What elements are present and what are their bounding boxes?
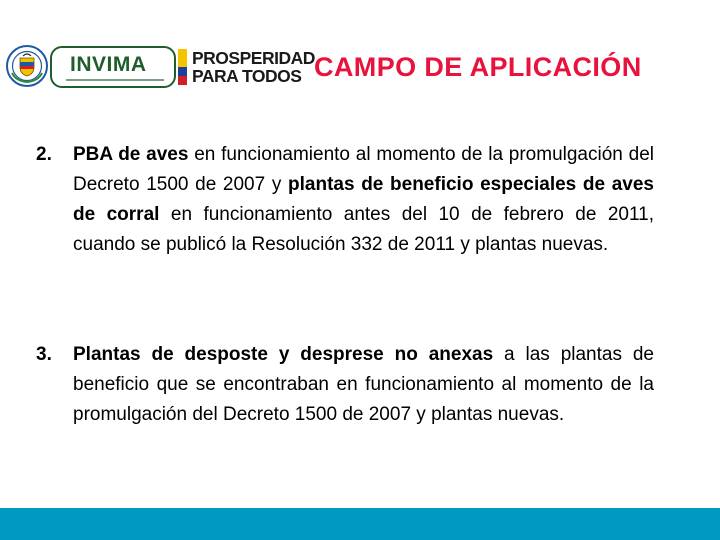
colombia-flag-icon	[178, 49, 187, 85]
list-item-number: 2.	[36, 144, 52, 165]
list-item-text-bold: PBA de aves	[73, 144, 189, 165]
list-item-text	[73, 140, 654, 260]
prosperidad-logo-line1: PROSPERIDAD	[192, 48, 315, 68]
invima-logo-text: INVIMA	[70, 53, 147, 76]
list-item-text	[73, 340, 654, 430]
list-item-text-plain: en funcionamiento al momento de la promulgación del Decreto 1500 de 2007 y	[73, 144, 654, 195]
list-item-text-bold: Plantas de desposte y desprese no anexas	[73, 344, 494, 365]
list-item-text-bold: plantas de beneficio especiales de aves de corral	[73, 174, 654, 225]
invima-logo-subtitle-line	[66, 79, 164, 81]
colombia-seal-icon	[6, 45, 48, 87]
list-item-number: 3.	[36, 344, 52, 365]
list-item-text-plain: a las plantas de beneficio que se encontraban en funcionamiento al momento de la promulgación del Decreto 1500 de 2007 y plantas nuevas.	[73, 344, 654, 425]
list-item	[36, 140, 654, 260]
footer-bar	[0, 508, 720, 540]
list-item	[36, 340, 654, 430]
prosperidad-logo-line2: PARA TODOS	[192, 66, 302, 86]
invima-logo	[50, 46, 176, 88]
prosperidad-para-todos-logo	[178, 47, 315, 87]
page-title: CAMPO DE APLICACIÓN	[314, 52, 642, 82]
list-item-text-plain: en funcionamiento antes del 10 de febrero de 2011, cuando se publicó la Resolución 332 de 2011 y plantas nuevas.	[73, 204, 655, 255]
header	[0, 0, 720, 100]
